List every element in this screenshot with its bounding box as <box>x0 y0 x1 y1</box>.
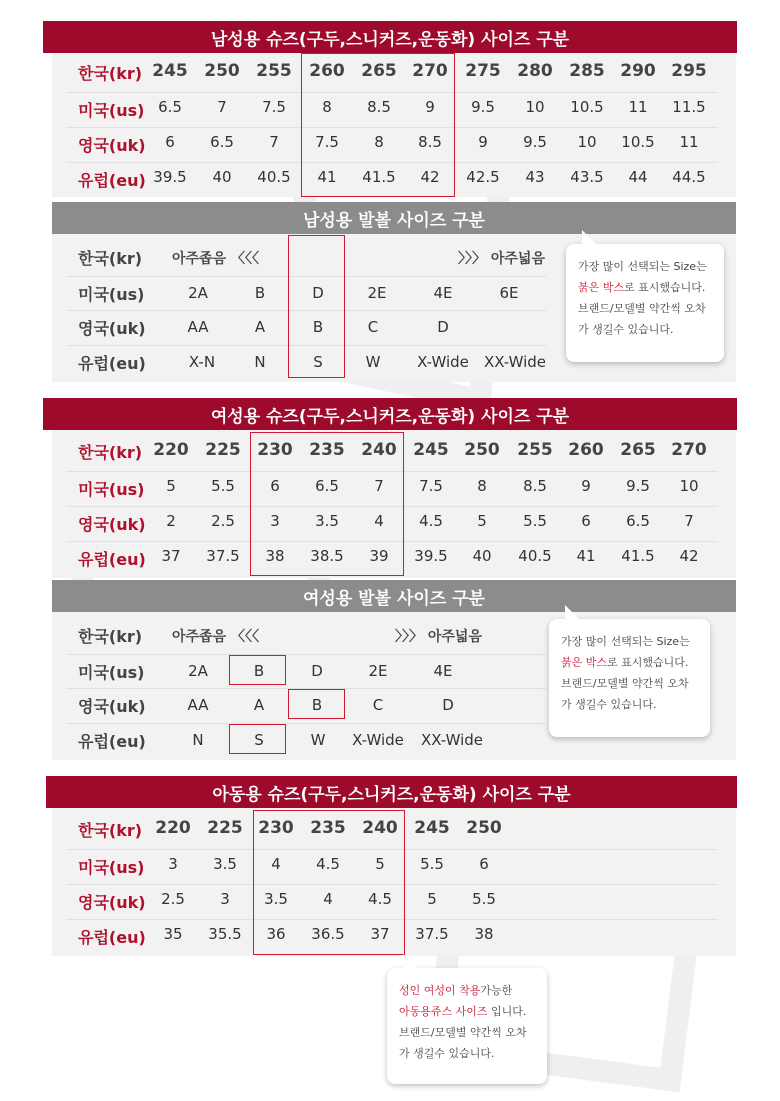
mens-width-note <box>566 244 724 362</box>
size-cell: 41.5 <box>621 547 655 565</box>
width-cell: 6E <box>499 284 519 302</box>
size-cell: 8 <box>477 477 487 495</box>
size-cell: 3.5 <box>315 512 339 530</box>
size-cell: 39.5 <box>414 547 448 565</box>
width-cell: XX-Wide <box>420 731 484 749</box>
row-label: 미국(us) <box>78 480 145 499</box>
note-line: 가 생길수 있습니다. <box>578 323 674 336</box>
size-cell: 11 <box>679 133 699 151</box>
size-cell: 255 <box>256 61 292 81</box>
row-label: 영국(uk) <box>78 893 146 912</box>
size-cell: 265 <box>361 61 397 81</box>
size-cell: 225 <box>207 818 243 838</box>
size-cell: 40.5 <box>257 168 291 186</box>
size-cell: 260 <box>568 440 604 460</box>
size-cell: 9.5 <box>626 477 650 495</box>
size-cell: 41 <box>317 168 337 186</box>
size-cell: 5 <box>166 477 176 495</box>
womens-width-note <box>549 619 710 737</box>
size-cell: 7.5 <box>262 98 286 116</box>
kids-note <box>387 968 547 1084</box>
size-cell: 7 <box>217 98 227 116</box>
size-cell: 44 <box>628 168 648 186</box>
size-cell: 35 <box>163 925 183 943</box>
size-cell: 38 <box>474 925 494 943</box>
note-line <box>561 652 698 673</box>
size-cell: 5.5 <box>211 477 235 495</box>
size-cell: 270 <box>671 440 707 460</box>
size-cell: 245 <box>413 440 449 460</box>
size-cell: 9 <box>425 98 435 116</box>
size-cell: 37 <box>161 547 181 565</box>
size-cell: 2.5 <box>211 512 235 530</box>
size-cell: 6.5 <box>626 512 650 530</box>
size-cell: 43.5 <box>570 168 604 186</box>
size-cell: 39.5 <box>153 168 187 186</box>
size-cell: 5 <box>477 512 487 530</box>
row-label: 영국(uk) <box>78 136 146 155</box>
width-cell: W <box>365 353 381 371</box>
note-text: 로 표시했습니다. <box>607 656 689 669</box>
size-cell: 5 <box>427 890 437 908</box>
size-cell: 11.5 <box>672 98 706 116</box>
size-cell: 250 <box>466 818 502 838</box>
kids-popular-size-box <box>253 810 405 955</box>
size-cell: 36 <box>266 925 286 943</box>
size-cell: 10.5 <box>621 133 655 151</box>
size-cell: 9 <box>581 477 591 495</box>
size-cell: 6 <box>479 855 489 873</box>
womens-shoes-title: 여성용 슈즈(구두,스니커즈,운동화) 사이즈 구분 <box>43 398 737 430</box>
womens-width-us-box <box>229 655 286 685</box>
size-cell: 3.5 <box>213 855 237 873</box>
size-cell: 275 <box>465 61 501 81</box>
row-label: 한국(kr) <box>78 627 143 646</box>
size-cell: 8.5 <box>523 477 547 495</box>
size-cell: 295 <box>671 61 707 81</box>
width-cell: B <box>312 318 324 336</box>
note-pointer <box>565 605 579 619</box>
width-cell: W <box>310 731 326 749</box>
width-cell: D <box>442 696 454 714</box>
note-line <box>399 980 535 1001</box>
note-line: 가장 많이 선택되는 Size는 <box>578 260 707 273</box>
size-cell: 245 <box>414 818 450 838</box>
size-cell: 4.5 <box>316 855 340 873</box>
width-cell: 4E <box>433 662 453 680</box>
size-cell: 280 <box>517 61 553 81</box>
size-cell: 44.5 <box>672 168 706 186</box>
row-label: 한국(kr) <box>78 443 143 462</box>
size-cell: 220 <box>155 818 191 838</box>
width-cell: D <box>312 284 324 302</box>
size-cell: 42 <box>679 547 699 565</box>
mens-shoes-title: 남성용 슈즈(구두,스니커즈,운동화) 사이즈 구분 <box>43 21 737 53</box>
wide-label: 〉〉〉 아주넓음 <box>458 251 545 267</box>
mens-popular-size-box <box>301 53 455 197</box>
note-highlight: 아동용쥬스 사이즈 <box>399 1005 488 1018</box>
row-label: 한국(kr) <box>78 249 143 268</box>
size-cell: 41 <box>576 547 596 565</box>
size-cell: 9 <box>478 133 488 151</box>
mens-width-title: 남성용 발볼 사이즈 구분 <box>52 202 736 234</box>
size-cell: 260 <box>309 61 345 81</box>
row-label: 미국(us) <box>78 101 145 120</box>
size-cell: 35.5 <box>208 925 242 943</box>
size-cell: 9.5 <box>471 98 495 116</box>
width-cell: 2A <box>188 284 208 302</box>
size-cell: 5.5 <box>420 855 444 873</box>
size-cell: 7.5 <box>419 477 443 495</box>
size-cell: 2 <box>166 512 176 530</box>
size-cell: 40 <box>212 168 232 186</box>
narrow-label: 아주좁음 〈〈〈 <box>172 251 259 267</box>
note-line: 가장 많이 선택되는 Size는 <box>561 635 690 648</box>
width-cell: N <box>254 353 266 371</box>
size-cell: 41.5 <box>362 168 396 186</box>
size-cell: 39 <box>369 547 389 565</box>
width-cell: B <box>253 662 265 680</box>
size-cell: 8.5 <box>367 98 391 116</box>
size-cell: 4.5 <box>419 512 443 530</box>
width-cell: B <box>311 696 323 714</box>
size-cell: 10.5 <box>570 98 604 116</box>
size-cell: 5.5 <box>472 890 496 908</box>
note-pointer <box>403 954 417 968</box>
width-cell: X-N <box>188 353 216 371</box>
note-highlight: 붉은 박스 <box>578 281 625 294</box>
size-cell: 43 <box>525 168 545 186</box>
width-cell: C <box>367 318 379 336</box>
size-cell: 7 <box>684 512 694 530</box>
size-cell: 245 <box>152 61 188 81</box>
size-cell: 4 <box>271 855 281 873</box>
note-text: 입니다. <box>487 1005 527 1018</box>
size-cell: 9.5 <box>523 133 547 151</box>
width-cell: AA <box>187 318 209 336</box>
size-cell: 5.5 <box>523 512 547 530</box>
size-cell: 285 <box>569 61 605 81</box>
note-line: 가 생길수 있습니다. <box>561 698 657 711</box>
width-cell: D <box>311 662 323 680</box>
row-label: 미국(us) <box>78 858 145 877</box>
size-cell: 6 <box>270 477 280 495</box>
size-cell: 290 <box>620 61 656 81</box>
row-divider <box>66 654 546 655</box>
size-cell: 8 <box>374 133 384 151</box>
width-cell: S <box>313 353 323 371</box>
size-cell: 250 <box>204 61 240 81</box>
width-cell: 2A <box>188 662 208 680</box>
width-cell: A <box>253 696 265 714</box>
size-cell: 38 <box>265 547 285 565</box>
size-cell: 240 <box>361 440 397 460</box>
size-cell: 8.5 <box>418 133 442 151</box>
womens-width-eu-box <box>229 724 286 754</box>
width-cell: S <box>254 731 264 749</box>
size-cell: 6.5 <box>210 133 234 151</box>
note-line <box>578 277 712 298</box>
size-cell: 3.5 <box>264 890 288 908</box>
width-cell: B <box>254 284 266 302</box>
womens-width-title: 여성용 발볼 사이즈 구분 <box>52 580 736 612</box>
size-cell: 230 <box>257 440 293 460</box>
note-text: 로 표시했습니다. <box>624 281 706 294</box>
size-cell: 42 <box>420 168 440 186</box>
size-cell: 250 <box>464 440 500 460</box>
note-highlight: 성인 여성이 착용 <box>399 984 481 997</box>
narrow-label: 아주좁음 〈〈〈 <box>172 629 259 645</box>
size-cell: 7 <box>374 477 384 495</box>
row-label: 미국(us) <box>78 285 145 304</box>
note-pointer <box>582 230 596 244</box>
row-label: 한국(kr) <box>78 64 143 83</box>
row-label: 유럽(eu) <box>78 354 146 373</box>
width-cell: 4E <box>433 284 453 302</box>
row-label: 영국(uk) <box>78 319 146 338</box>
size-cell: 37.5 <box>415 925 449 943</box>
row-label: 미국(us) <box>78 663 145 682</box>
wide-label: 〉〉〉 아주넓음 <box>395 629 482 645</box>
size-cell: 4 <box>374 512 384 530</box>
row-label: 유럽(eu) <box>78 171 146 190</box>
width-cell: AA <box>187 696 209 714</box>
size-cell: 230 <box>258 818 294 838</box>
size-cell: 11 <box>628 98 648 116</box>
size-cell: 37.5 <box>206 547 240 565</box>
size-cell: 3 <box>168 855 178 873</box>
width-cell: C <box>372 696 384 714</box>
row-divider <box>66 723 546 724</box>
size-cell: 235 <box>310 818 346 838</box>
note-line: 브랜드/모델별 약간씩 오차 <box>399 1026 527 1039</box>
width-cell: 2E <box>368 662 388 680</box>
size-cell: 255 <box>517 440 553 460</box>
size-cell: 220 <box>153 440 189 460</box>
size-cell: 4 <box>323 890 333 908</box>
size-cell: 4.5 <box>368 890 392 908</box>
size-cell: 36.5 <box>311 925 345 943</box>
row-label: 한국(kr) <box>78 821 143 840</box>
kids-shoes-title: 아동용 슈즈(구두,스니커즈,운동화) 사이즈 구분 <box>46 776 737 808</box>
size-cell: 270 <box>412 61 448 81</box>
note-line <box>399 1001 535 1022</box>
width-cell: 2E <box>367 284 387 302</box>
size-cell: 10 <box>577 133 597 151</box>
width-cell: X-Wide <box>417 353 469 371</box>
row-label: 영국(uk) <box>78 697 146 716</box>
row-label: 유럽(eu) <box>78 550 146 569</box>
size-cell: 5 <box>375 855 385 873</box>
size-cell: 40 <box>472 547 492 565</box>
size-cell: 225 <box>205 440 241 460</box>
note-line: 브랜드/모델별 약간씩 오차 <box>561 677 689 690</box>
width-cell: A <box>254 318 266 336</box>
width-cell: D <box>437 318 449 336</box>
row-label: 유럽(eu) <box>78 732 146 751</box>
size-cell: 6 <box>165 133 175 151</box>
note-line: 가 생길수 있습니다. <box>399 1047 495 1060</box>
note-line: 브랜드/모델별 약간씩 오차 <box>578 302 706 315</box>
size-cell: 42.5 <box>466 168 500 186</box>
size-cell: 6.5 <box>315 477 339 495</box>
width-cell: X-Wide <box>352 731 404 749</box>
note-text: 가능한 <box>480 984 513 997</box>
size-cell: 3 <box>270 512 280 530</box>
row-label: 유럽(eu) <box>78 928 146 947</box>
row-label: 영국(uk) <box>78 515 146 534</box>
size-cell: 6.5 <box>158 98 182 116</box>
size-cell: 7 <box>269 133 279 151</box>
size-cell: 2.5 <box>161 890 185 908</box>
size-cell: 8 <box>322 98 332 116</box>
width-cell: N <box>192 731 204 749</box>
mens-width-highlight-box <box>288 235 345 378</box>
size-cell: 265 <box>620 440 656 460</box>
width-cell: XX-Wide <box>483 353 547 371</box>
womens-width-uk-box <box>288 689 345 719</box>
size-cell: 6 <box>581 512 591 530</box>
size-cell: 37 <box>370 925 390 943</box>
note-highlight: 붉은 박스 <box>561 656 608 669</box>
size-cell: 10 <box>525 98 545 116</box>
womens-popular-size-box <box>250 432 404 576</box>
size-cell: 10 <box>679 477 699 495</box>
size-cell: 38.5 <box>310 547 344 565</box>
size-cell: 40.5 <box>518 547 552 565</box>
size-cell: 7.5 <box>315 133 339 151</box>
size-cell: 3 <box>220 890 230 908</box>
size-cell: 240 <box>362 818 398 838</box>
size-cell: 235 <box>309 440 345 460</box>
